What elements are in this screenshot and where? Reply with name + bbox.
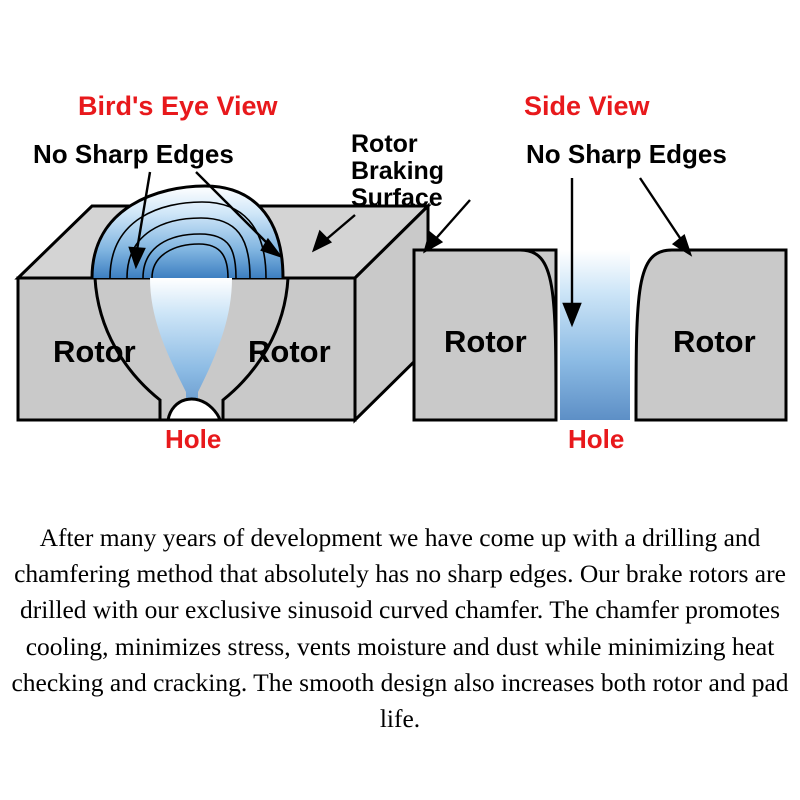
rotor-label-right-block: Rotor	[248, 334, 331, 369]
label-hole-right: Hole	[568, 424, 625, 454]
arrow-line-6	[640, 178, 684, 244]
label-no-sharp-edges-left: No Sharp Edges	[33, 139, 234, 169]
label-rotor-braking-surface-line1: Rotor	[351, 130, 418, 158]
side-hole-bore-fill	[560, 250, 630, 420]
label-no-sharp-edges-right: No Sharp Edges	[526, 139, 727, 169]
side-view-graphic	[414, 250, 786, 420]
rotor-label-left-block: Rotor	[53, 334, 136, 369]
rotor-label-side-right: Rotor	[673, 324, 756, 359]
birds-eye-view-graphic	[18, 186, 428, 420]
rotor-label-side-left: Rotor	[444, 324, 527, 359]
label-rotor-braking-surface-line2: Braking	[351, 157, 445, 185]
label-rotor-braking-surface-line3: Surface	[351, 184, 443, 212]
title-birds-eye-view: Bird's Eye View	[78, 91, 278, 121]
title-side-view: Side View	[524, 91, 650, 121]
label-hole-left: Hole	[165, 424, 222, 454]
caption-text: After many years of development we have come up with a drilling and chamfering method that absolutely has no sharp edges. Our brake rotors are drilled with our exclusive sinusoid curved chamfer. The chamfer promotes cooling, minimizes stress, vents moisture and dust while minimizing heat checking and cracking. The smooth design also increases both rotor and pad life.	[11, 523, 789, 734]
